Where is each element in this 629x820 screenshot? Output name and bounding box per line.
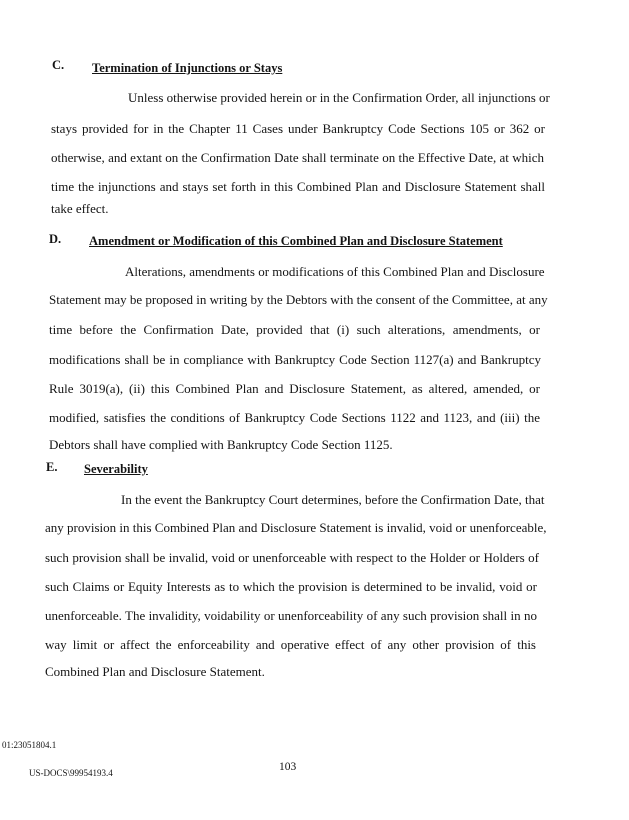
section-c-line-3: otherwise, and extant on the Confirmation Date shall terminate on the Effective Date, at which: [51, 150, 544, 165]
section-d-line-6: modified, satisfies the conditions of Bankruptcy Code Sections 1122 and 1123, and (iii) the: [49, 410, 540, 425]
section-e-line-3: such provision shall be invalid, void or unenforceable with respect to the Holder or Holders of: [45, 550, 539, 565]
section-c-line-1: Unless otherwise provided herein or in the Confirmation Order, all injunctions or: [128, 90, 550, 105]
section-e-line-6: way limit or affect the enforceability and operative effect of any other provision of this: [45, 637, 536, 652]
section-e-line-5: unenforceable. The invalidity, voidability or unenforceability of any such provision shall in no: [45, 608, 537, 623]
section-e-line-7: Combined Plan and Disclosure Statement.: [45, 664, 265, 679]
section-e-line-1: In the event the Bankruptcy Court determines, before the Confirmation Date, that: [121, 492, 545, 507]
page-number: 103: [279, 761, 297, 773]
section-d-line-2: Statement may be proposed in writing by the Debtors with the consent of the Committee, at any: [49, 292, 548, 307]
section-e-line-2: any provision in this Combined Plan and Disclosure Statement is invalid, void or unenforceable,: [45, 520, 547, 535]
section-d-title: Amendment or Modification of this Combined Plan and Disclosure Statement: [89, 234, 503, 248]
section-d-line-3: time before the Confirmation Date, provided that (i) such alterations, amendments, or: [49, 322, 540, 337]
section-c-line-5: take effect.: [51, 201, 109, 216]
section-d-line-4: modifications shall be in compliance with Bankruptcy Code Section 1127(a) and Bankruptcy: [49, 352, 541, 367]
footer-doc-id-2: US-DOCS\99954193.4: [29, 768, 113, 778]
section-e-letter: E.: [46, 460, 58, 474]
section-d-letter: D.: [49, 232, 62, 246]
section-d-line-5: Rule 3019(a), (ii) this Combined Plan and Disclosure Statement, as altered, amended, or: [49, 381, 540, 396]
section-d-line-7: Debtors shall have complied with Bankruptcy Code Section 1125.: [49, 437, 393, 452]
section-d-line-1: Alterations, amendments or modifications of this Combined Plan and Disclosure: [125, 264, 545, 279]
section-e-line-4: such Claims or Equity Interests as to which the provision is determined to be invalid, void or: [45, 579, 537, 594]
section-e-title: Severability: [84, 462, 148, 476]
section-c-line-2: stays provided for in the Chapter 11 Cases under Bankruptcy Code Sections 105 or 362 or: [51, 121, 545, 136]
footer-doc-id-1: 01:23051804.1: [2, 740, 57, 750]
section-c-line-4: time the injunctions and stays set forth in this Combined Plan and Disclosure Statement shall: [51, 179, 545, 194]
section-c-letter: C.: [52, 58, 65, 72]
section-c-title: Termination of Injunctions or Stays: [92, 61, 283, 75]
